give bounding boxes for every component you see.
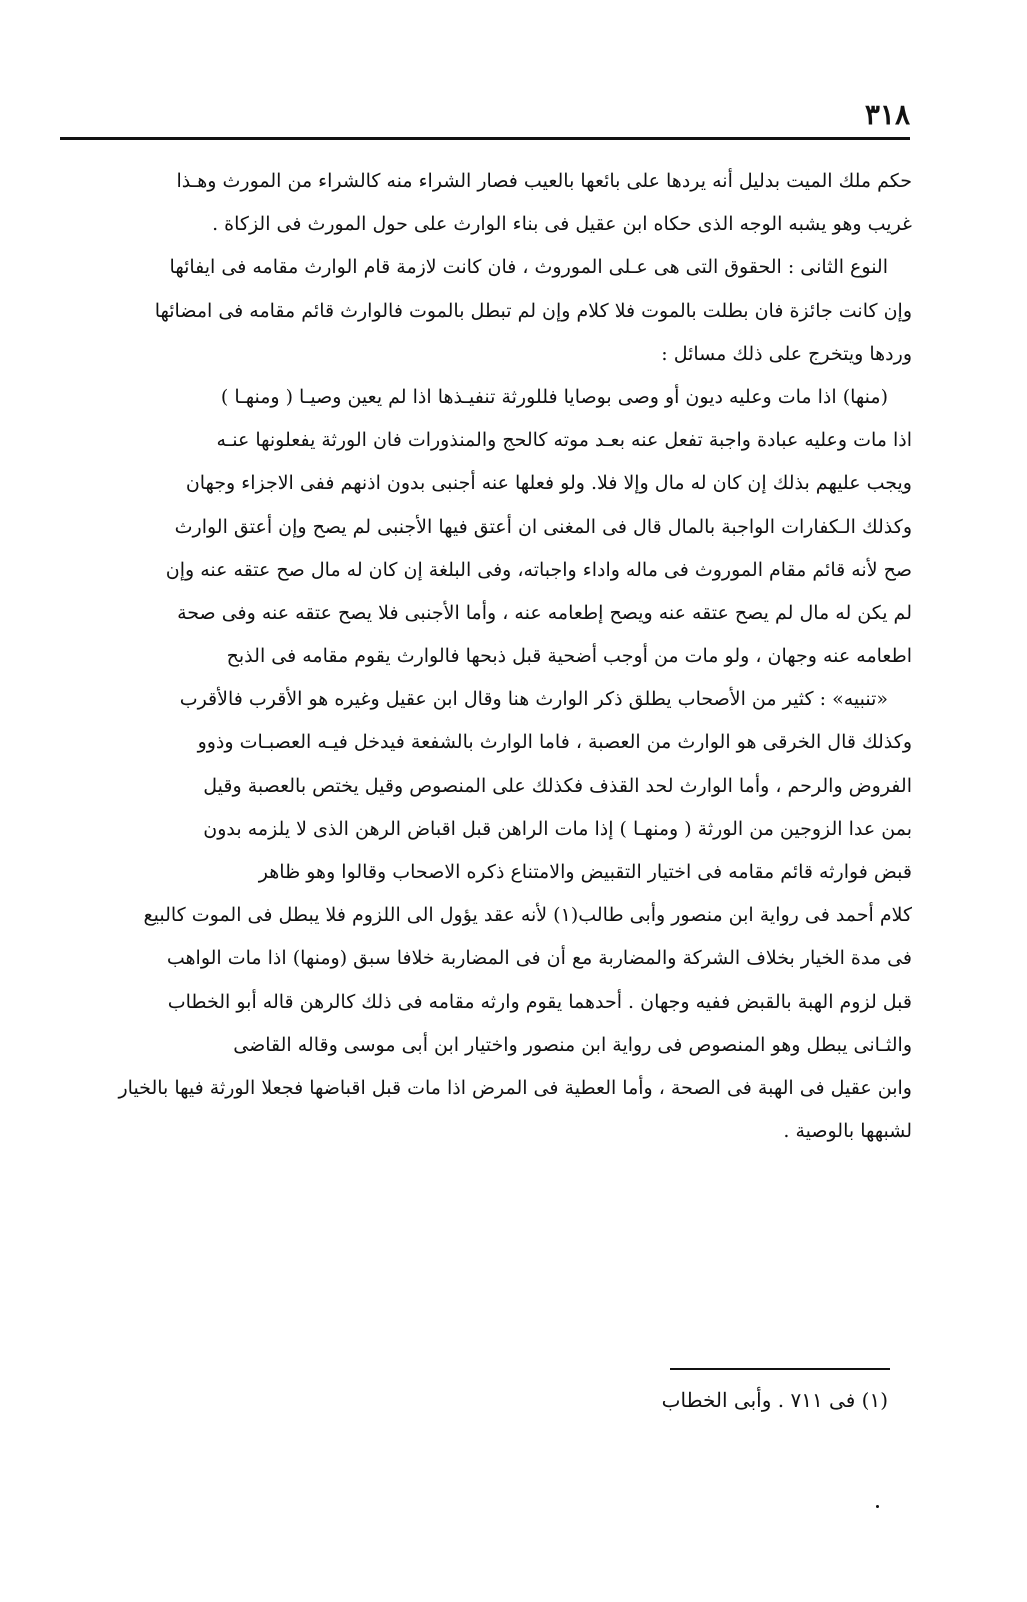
text-line: النوع الثانى : الحقوق التى هى عـلى الموروث ، فان كانت لازمة قام الوارث مقامه فى ايفائها xyxy=(169,256,888,279)
text-line: لشبهها بالوصية . xyxy=(783,1120,912,1143)
text-line: حكم ملك الميت بدليل أنه يردها على بائعها بالعيب فصار الشراء منه كالشراء من المورث وهـذا xyxy=(176,170,912,192)
stray-mark xyxy=(876,1505,879,1508)
text-line: صح لأنه قائم مقام الموروث فى ماله واداء واجباته، وفى البلغة إن كان له مال صح عتقه عنه وإن xyxy=(165,558,912,581)
body-text xyxy=(62,160,912,1153)
text-line: (منها) اذا مات وعليه ديون أو وصى بوصايا فللورثة تنفيـذها اذا لم يعين وصيـا ( ومنهـا ) xyxy=(220,385,888,408)
text-line: كلام أحمد فى رواية ابن منصور وأبى طالب(١) لأنه عقد يؤول الى اللزوم فلا يبطل فى الموت كالبيع xyxy=(143,904,912,927)
text-line: وإن كانت جائزة فان بطلت بالموت فلا كلام وإن لم تبطل بالموت فالوارث قائم مقامه فى امضائها xyxy=(154,299,912,322)
text-line: وكذلك قال الخرقى هو الوارث من العصبة ، فاما الوارث بالشفعة فيدخل فيـه العصبـات وذوو xyxy=(197,731,912,754)
text-line: وابن عقيل فى الهبة فى الصحة ، وأما العطية فى المرض اذا مات قبل اقباضها فجعلا الورثة فيها بالخيار xyxy=(118,1076,912,1099)
page-number: ٣١٨ xyxy=(864,98,910,131)
text-line: ويجب عليهم بذلك إن كان له مال وإلا فلا. ولو فعلها عنه أجنبى بدون اذنهم ففى الاجزاء وجهان xyxy=(185,472,912,495)
text-line: غريب وهو يشبه الوجه الذى حكاه ابن عقيل فى بناء الوارث على حول المورث فى الزكاة . xyxy=(212,213,912,236)
text-line: اذا مات وعليه عبادة واجبة تفعل عنه بعـد موته كالحج والمنذورات فان الورثة يفعلونها عنـه xyxy=(216,429,912,452)
text-line: وردها ويتخرج على ذلك مسائل : xyxy=(661,342,912,365)
text-line: فى مدة الخيار بخلاف الشركة والمضاربة مع أن فى المضاربة خلافا سبق (ومنها) اذا مات الواهب xyxy=(166,947,912,970)
header-rule xyxy=(60,137,910,140)
text-line: اطعامه عنه وجهان ، ولو مات من أوجب أضحية قبل ذبحها فالوارث يقوم مقامه فى الذبح xyxy=(226,645,912,668)
footnote: (١) فى ٧١١ . وأبى الخطاب xyxy=(661,1388,888,1412)
text-line: بمن عدا الزوجين من الورثة ( ومنهـا ) إذا مات الراهن قبل اقباض الرهن الذى لا يلزمه بدون xyxy=(203,817,912,840)
text-line: قبض فوارثه قائم مقامه فى اختيار التقبيض والامتناع ذكره الاصحاب وقالوا وهو ظاهر xyxy=(258,861,912,883)
text-line: قبل لزوم الهبة بالقبض ففيه وجهان . أحدهما يقوم وارثه مقامه فى ذلك كالرهن قاله أبو الخطاب xyxy=(167,990,912,1013)
text-line: لم يكن له مال لم يصح عتقه عنه ويصح إطعامه عنه ، وأما الأجنبى فلا يصح عتقه عنه وفى صحة xyxy=(177,601,912,624)
text-line: والثـانى يبطل وهو المنصوص فى رواية ابن منصور واختيار ابن أبى موسى وقاله القاضى xyxy=(233,1033,912,1056)
text-line: الفروض والرحم ، وأما الوارث لحد القذف فكذلك على المنصوص وقيل يختص بالعصبة وقيل xyxy=(203,774,912,797)
text-line: وكذلك الـكفارات الواجبة بالمال قال فى المغنى ان أعتق فيها الأجنبى لم يصح وإن أعتق الوارث xyxy=(174,515,912,538)
text-line: «تنبيه» : كثير من الأصحاب يطلق ذكر الوارث هنا وقال ابن عقيل وغيره هو الأقرب فالأقرب xyxy=(179,688,888,711)
footnote-rule xyxy=(670,1368,890,1370)
